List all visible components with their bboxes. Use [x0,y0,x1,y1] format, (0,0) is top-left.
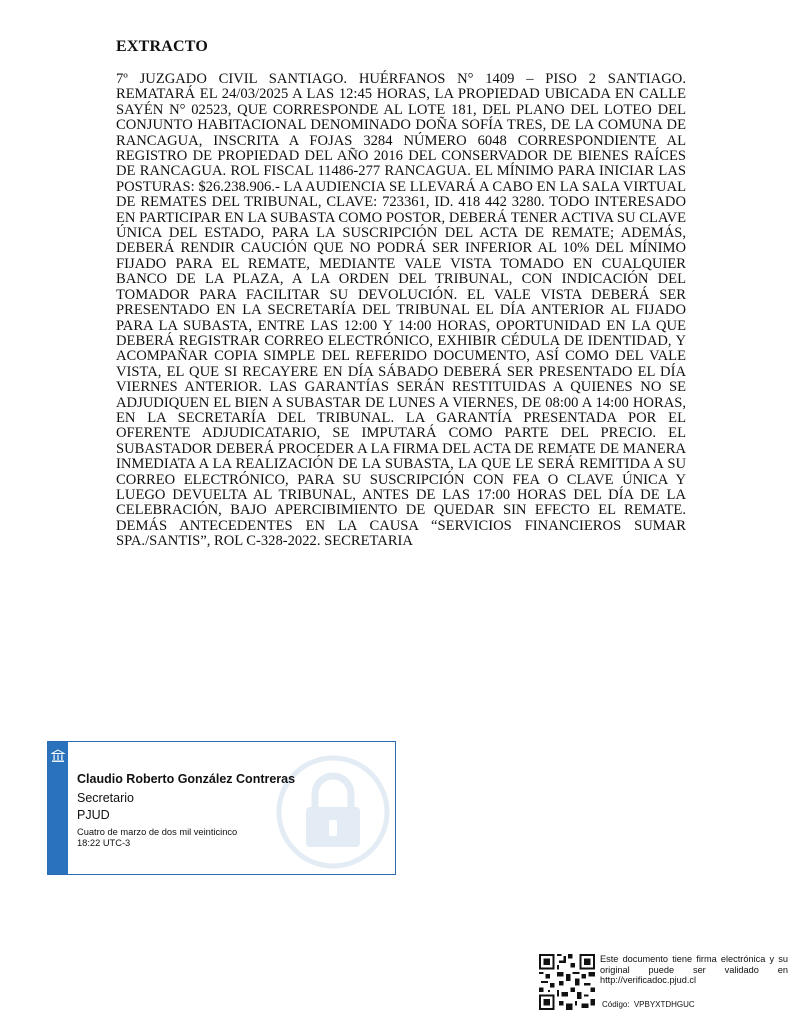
verification-code-value: VPBYXTDHGUC [633,1000,695,1009]
signer-organization: PJUD [77,808,110,822]
document-heading: EXTRACTO [116,38,208,55]
padlock-icon [273,752,393,872]
document-body: 7º JUZGADO CIVIL SANTIAGO. HUÉRFANOS N° 1409 – PISO 2 SANTIAGO. REMATARÁ EL 24/03/2025 A LAS 12:45 HORAS, LA PROPIEDAD UBICADA EN CALLE SAYÉN N° 02523, QUE CORRESPONDE AL LOTE 181, DEL PLANO DEL LOTEO DEL CONJUNTO HABITACIONAL DENOMINADO DOÑA SOFÍA TRES, DE LA COMUNA DE RANCAGUA, INSCRITA A FOJAS 3284 NÚMERO 6048 CORRESPONDIENTE AL REGISTRO DE PROPIEDAD DEL AÑO 2016 DEL CONSERVADOR DE BIENES RAÍCES DE RANCAGUA. ROL FISCAL 11486-277 RANCAGUA. EL MÍNIMO PARA INICIAR LAS POSTURAS: $26.238.906.- LA AUDIENCIA SE LLEVARÁ A CABO EN LA SALA VIRTUAL DE REMATES DEL TRIBUNAL, CLAVE: 723361, ID. 418 442 3280. TODO INTERESADO EN PARTICIPAR EN LA SUBASTA COMO POSTOR, DEBERÁ TENER ACTIVA SU CLAVE ÚNICA DEL ESTADO, PARA LA SUSCRIPCIÓN DEL ACTA DE REMATE; ADEMÁS, DEBERÁ RENDIR CAUCIÓN QUE NO PODRÁ SER INFERIOR AL 10% DEL MÍNIMO FIJADO PARA EL REMATE, MEDIANTE VALE VISTA TOMADO EN CUALQUIER BANCO DE LA PLAZA, A LA ORDEN DEL TRIBUNAL, CON INDICACIÓN DEL TOMADOR PARA FACILITAR SU DEVOLUCIÓN. EL VALE VISTA DEBERÁ SER PRESENTADO EN LA SECRETARÍA DEL TRIBUNAL EL DÍA ANTERIOR AL FIJADO PARA LA SUBASTA, ENTRE LAS 12:00 Y 14:00 HORAS, OPORTUNIDAD EN LA QUE DEBERÁ REGISTRAR CORREO ELECTRÓNICO, EXHIBIR CÉDULA DE IDENTIDAD, Y ACOMPAÑAR COPIA SIMPLE DEL REFERIDO DOCUMENTO, ASÍ COMO DEL VALE VISTA, EL QUE SI RECAYERE EN DÍA SÁBADO DEBERÁ SER PRESENTADO EL DÍA VIERNES ANTERIOR. LAS GARANTÍAS SERÁN RESTITUIDAS A QUIENES NO SE ADJUDIQUEN EL BIEN A SUBASTAR DE LUNES A VIERNES, DE 08:00 A 14:00 HORAS, EN LA SECRETARÍA DEL TRIBUNAL. LA GARANTÍA PRESENTADA POR EL OFERENTE ADJUDICATARIO, SE IMPUTARÁ COMO PARTE DEL PRECIO. EL SUBASTADOR DEBERÁ PROCEDER A LA FIRMA DEL ACTA DE REMATE DE MANERA INMEDIATA A LA REALIZACIÓN DE LA SUBASTA, LA QUE LE SERÁ REMITIDA A SU CORREO ELECTRÓNICO, PARA SU SUSCRIPCIÓN CON FEA O CLAVE ÚNICA Y LUEGO DEVUELTA AL TRIBUNAL, ANTES DE LAS 17:00 HORAS DEL DÍA DE LA CELEBRACIÓN, BAJO APERCIBIMIENTO DE QUEDAR SIN EFECTO EL REMATE. DEMÁS ANTECEDENTES EN LA CAUSA “SERVICIOS FINANCIEROS SUMAR SPA./SANTIS”, ROL C-328-2022. SECRETARIA [116,71,686,550]
signature-date: Cuatro de marzo de dos mil veinticinco [77,827,238,837]
qr-code-icon[interactable] [539,954,595,1010]
verification-notice: Este documento tiene firma electrónica y su original puede ser validado en http://verificadoc.pjud.cl [600,954,788,985]
verification-code [600,1000,695,1009]
courthouse-icon [51,749,65,763]
signer-role: Secretario [77,791,134,805]
signature-time: 18:22 UTC-3 [77,838,131,848]
signer-name: Claudio Roberto González Contreras [77,772,296,786]
verification-code-label: Código: [602,1000,630,1009]
electronic-signature-box [47,741,396,875]
signature-strip [48,742,68,874]
